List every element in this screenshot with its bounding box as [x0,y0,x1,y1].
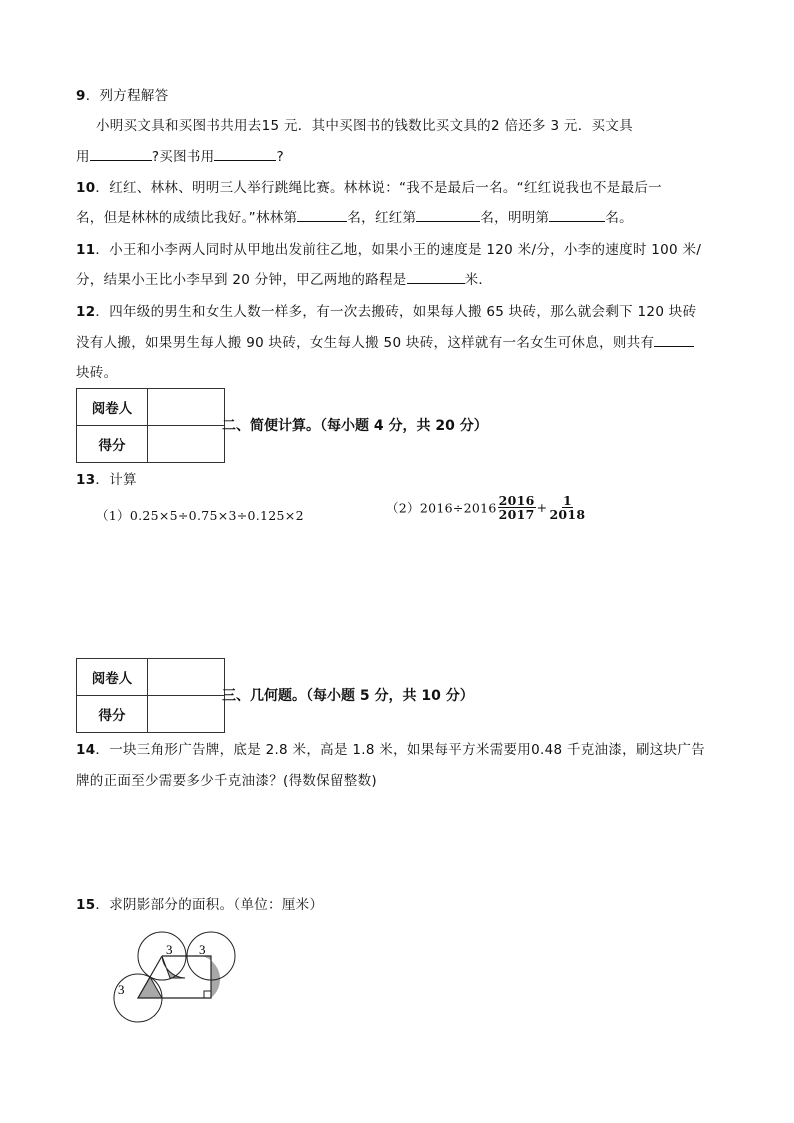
q15-number: 15 [76,897,96,913]
answer-blank-linlin-rank[interactable] [297,207,347,222]
q10-number: 10 [76,180,96,196]
q13-title-text: ．计算 [95,472,137,488]
reviewer-field[interactable] [148,659,225,696]
q9-line2 [76,145,284,165]
score-label: 得分 [77,696,148,733]
answer-blank-stationery[interactable] [90,146,152,161]
q15-title-text: ．求阴影部分的面积。（单位：厘米） [95,897,324,913]
q12-line1-text: ．四年级的男生和女生人数一样多，有一次去搬砖，如果每人搬 65 块砖，那么就会剩下 120 块砖 [95,304,697,320]
answer-blank-distance[interactable] [407,269,465,284]
q11-line1-text: ．小王和小李两人同时从甲地出发前往乙地，如果小王的速度是 120 米/分，小李的速度时 100 米/ [95,242,702,258]
fraction1-numerator: 2016 [498,493,535,508]
q10-line2-text-a: 名，但是林林的成绩比我好。”林林第 [76,210,298,226]
q14-line2: 牌的正面至少需要多少千克油漆？(得数保留整数) [76,773,377,789]
q9-title-text: ．列方程解答 [85,88,169,104]
shaded-sector-top-middle [162,956,185,978]
q9-line1: 小明买文具和买图书共用去15 元．其中买图书的钱数比买文具的2 倍还多 3 元．买文具 [96,118,633,134]
q14-line1-text: ．一块三角形广告牌，底是 2.8 米，高是 1.8 米，如果每平方米需要用0.48 千克油漆，刷这块广告 [95,742,705,758]
q9-line2-text-c: ? [276,149,284,165]
q10-line2-text-b: 名，红红第 [347,210,417,226]
shaded-area-figure [108,922,248,1032]
q9-line2-text-b: ?买图书用 [151,149,215,165]
section3-title: 三、几何题。（每小题 5 分，共 10 分） [222,688,474,704]
q12-line3: 块砖。 [76,365,118,381]
q11-line2-text-a: 分，结果小王比小李早到 20 分钟，甲乙两地的路程是 [76,272,407,288]
section2-title: 二、简便计算。（每小题 4 分，共 20 分） [222,418,488,434]
q11-line2 [76,268,492,288]
label-radius-top-right: 3 [199,942,206,957]
q11-line1 [76,238,701,258]
answer-blank-bricks[interactable] [654,332,694,347]
q12-line2-text: 没有人搬，如果男生每人搬 90 块砖，女生每人搬 50 块砖，这样就有一名女生可休息，则共有 [76,335,655,351]
q11-line2-text-b: 米． [464,272,493,288]
q13-part2-prefix: （2）2016÷2016 [386,500,497,516]
q10-line2-text-d: 名。 [605,210,633,226]
fraction2-denominator: 2018 [549,507,586,523]
q12-line1 [76,300,696,320]
q10-line2-text-c: 名，明明第 [480,210,550,226]
score-table-section3 [76,658,225,733]
q15-title [76,893,323,913]
q13-part1: （1）0.25×5÷0.75×3÷0.125×2 [96,508,304,523]
reviewer-label: 阅卷人 [77,659,148,696]
fraction1-denominator: 2017 [498,507,535,523]
q13-part2 [386,494,587,521]
answer-blank-mingming-rank[interactable] [549,207,605,222]
q9-line2-text-a: 用 [76,149,90,165]
score-field[interactable] [148,696,225,733]
score-table-section2 [76,388,225,463]
q10-line1 [76,176,662,196]
label-radius-bottom-left: 3 [118,982,125,997]
score-field[interactable] [148,426,225,463]
score-label: 得分 [77,426,148,463]
fraction2-numerator: 1 [562,493,572,508]
q12-line2 [76,331,694,351]
q9-number: 9 [76,88,86,104]
answer-blank-books[interactable] [214,146,276,161]
q12-number: 12 [76,304,96,320]
q13-title [76,468,137,488]
plus-sign: + [536,500,548,516]
q10-line1-text: ．红红、林林、明明三人举行跳绳比赛。林林说：“我不是最后一名。“红红说我也不是最后一 [95,180,662,196]
q14-number: 14 [76,742,96,758]
reviewer-label: 阅卷人 [77,389,148,426]
fraction-1-2018 [548,494,586,521]
q11-number: 11 [76,242,96,258]
q14-line1 [76,738,705,758]
answer-blank-honghong-rank[interactable] [416,207,480,222]
reviewer-field[interactable] [148,389,225,426]
right-angle-marker [204,991,211,998]
label-radius-top-left: 3 [166,942,173,957]
q10-line2 [76,206,633,226]
q9-title [76,84,169,104]
fraction-2016-2017 [498,494,536,521]
shaded-sector-top-right [190,955,220,998]
q13-number: 13 [76,472,96,488]
